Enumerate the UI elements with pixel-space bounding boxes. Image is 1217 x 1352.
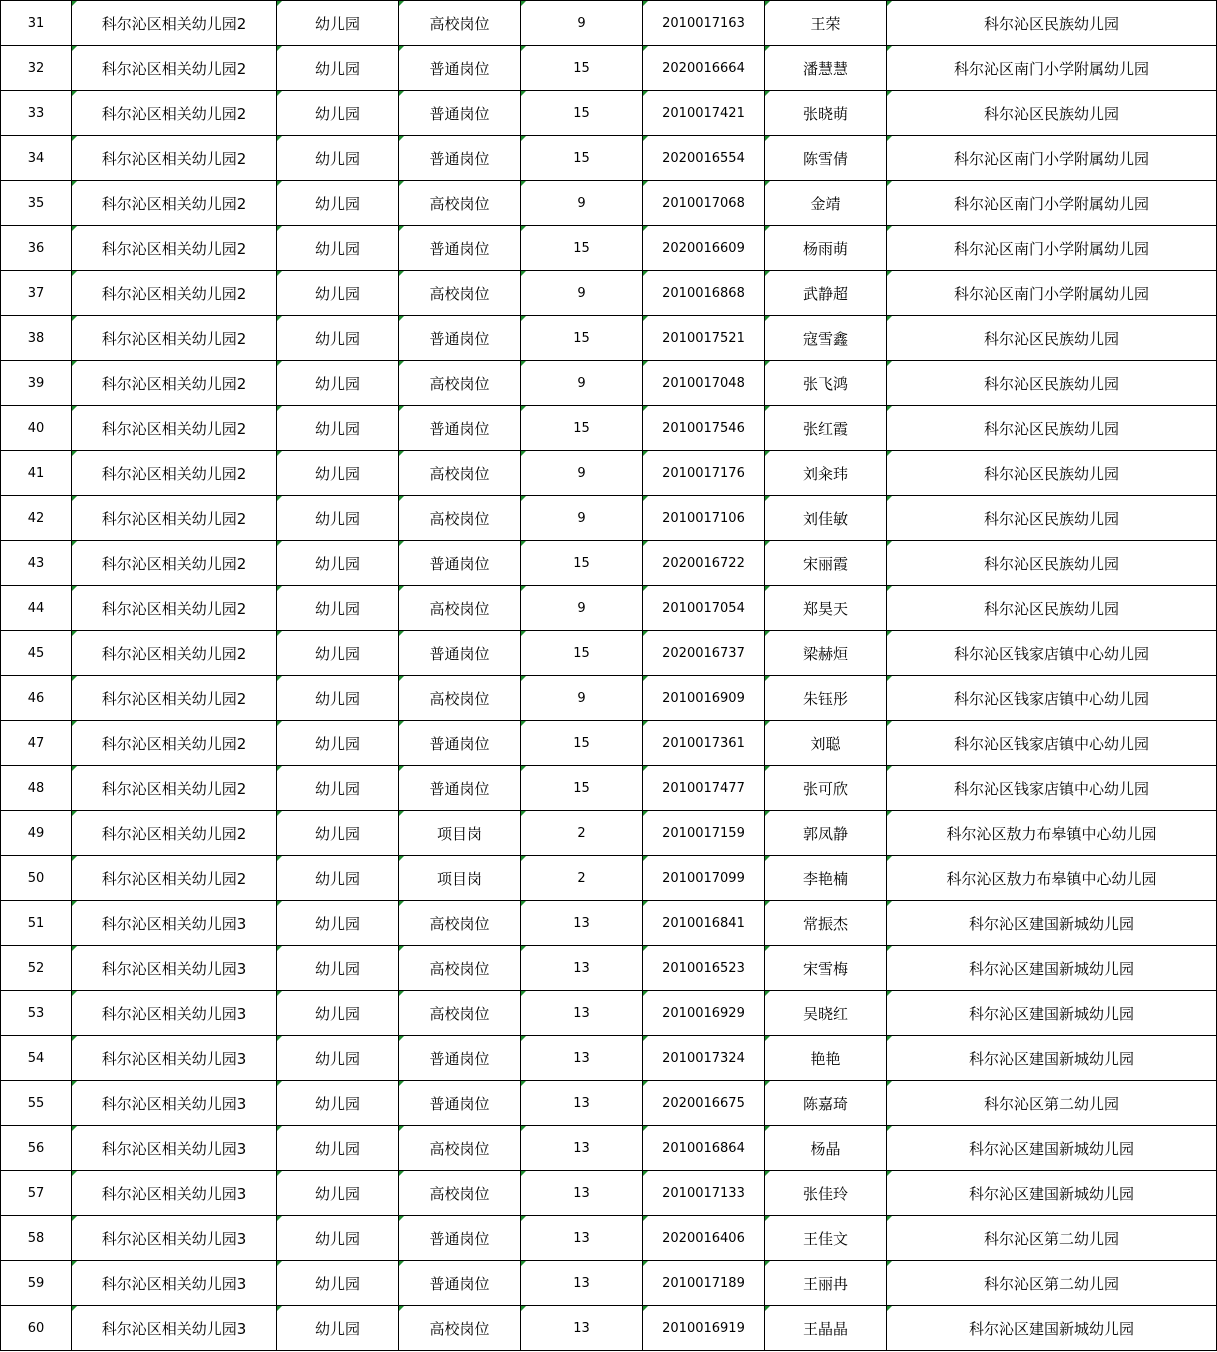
category-cell[interactable]: 幼儿园 bbox=[277, 946, 399, 991]
table-row bbox=[1, 136, 1217, 181]
unit-cell[interactable]: 科尔沁区相关幼儿园2 bbox=[72, 316, 277, 361]
post-type-cell[interactable]: 普通岗位 bbox=[399, 766, 521, 811]
exam-id-cell[interactable]: 2010017477 bbox=[643, 766, 765, 811]
unit-cell[interactable]: 科尔沁区相关幼儿园3 bbox=[72, 991, 277, 1036]
row-number-cell[interactable]: 41 bbox=[1, 451, 72, 496]
quota-cell[interactable]: 9 bbox=[521, 496, 643, 541]
category-cell[interactable]: 幼儿园 bbox=[277, 991, 399, 1036]
row-number-cell[interactable]: 35 bbox=[1, 181, 72, 226]
candidate-name-cell[interactable]: 刘佳敏 bbox=[765, 496, 887, 541]
school-cell[interactable]: 科尔沁区南门小学附属幼儿园 bbox=[887, 46, 1217, 91]
exam-id-cell[interactable]: 2020016664 bbox=[643, 46, 765, 91]
category-cell[interactable]: 幼儿园 bbox=[277, 856, 399, 901]
school-cell[interactable]: 科尔沁区第二幼儿园 bbox=[887, 1261, 1217, 1306]
table-row bbox=[1, 316, 1217, 361]
post-type-cell[interactable]: 普通岗位 bbox=[399, 226, 521, 271]
unit-cell[interactable]: 科尔沁区相关幼儿园2 bbox=[72, 181, 277, 226]
school-cell[interactable]: 科尔沁区建国新城幼儿园 bbox=[887, 946, 1217, 991]
table-row bbox=[1, 496, 1217, 541]
table-row bbox=[1, 811, 1217, 856]
exam-id-cell[interactable]: 2010017324 bbox=[643, 1036, 765, 1081]
row-number-cell[interactable]: 43 bbox=[1, 541, 72, 586]
row-number-cell[interactable]: 57 bbox=[1, 1171, 72, 1216]
candidate-name-cell[interactable]: 郭凤静 bbox=[765, 811, 887, 856]
exam-id-cell[interactable]: 2010017176 bbox=[643, 451, 765, 496]
post-type-cell[interactable]: 普通岗位 bbox=[399, 91, 521, 136]
unit-cell[interactable]: 科尔沁区相关幼儿园3 bbox=[72, 1036, 277, 1081]
post-type-cell[interactable]: 高校岗位 bbox=[399, 1, 521, 46]
post-type-cell[interactable]: 普通岗位 bbox=[399, 316, 521, 361]
school-cell[interactable]: 科尔沁区敖力布皋镇中心幼儿园 bbox=[887, 856, 1217, 901]
unit-cell[interactable]: 科尔沁区相关幼儿园2 bbox=[72, 721, 277, 766]
unit-cell[interactable]: 科尔沁区相关幼儿园2 bbox=[72, 586, 277, 631]
unit-cell[interactable]: 科尔沁区相关幼儿园3 bbox=[72, 901, 277, 946]
candidate-name-cell[interactable]: 武静超 bbox=[765, 271, 887, 316]
unit-cell[interactable]: 科尔沁区相关幼儿园3 bbox=[72, 1216, 277, 1261]
candidate-name-cell[interactable]: 艳艳 bbox=[765, 1036, 887, 1081]
row-number-cell[interactable]: 48 bbox=[1, 766, 72, 811]
row-number-cell[interactable]: 39 bbox=[1, 361, 72, 406]
exam-id-cell[interactable]: 2010017106 bbox=[643, 496, 765, 541]
candidate-name-cell[interactable]: 杨雨萌 bbox=[765, 226, 887, 271]
table-row bbox=[1, 226, 1217, 271]
quota-cell[interactable]: 15 bbox=[521, 226, 643, 271]
table-row bbox=[1, 676, 1217, 721]
post-type-cell[interactable]: 高校岗位 bbox=[399, 1171, 521, 1216]
candidate-name-cell[interactable]: 张晓萌 bbox=[765, 91, 887, 136]
table-row bbox=[1, 1216, 1217, 1261]
unit-cell[interactable]: 科尔沁区相关幼儿园2 bbox=[72, 46, 277, 91]
quota-cell[interactable]: 13 bbox=[521, 1261, 643, 1306]
quota-cell[interactable]: 15 bbox=[521, 766, 643, 811]
candidate-name-cell[interactable]: 陈嘉琦 bbox=[765, 1081, 887, 1126]
candidate-name-cell[interactable]: 张飞鸿 bbox=[765, 361, 887, 406]
post-type-cell[interactable]: 普通岗位 bbox=[399, 406, 521, 451]
category-cell[interactable]: 幼儿园 bbox=[277, 1306, 399, 1351]
table-row bbox=[1, 1171, 1217, 1216]
post-type-cell[interactable]: 普通岗位 bbox=[399, 541, 521, 586]
table-row bbox=[1, 721, 1217, 766]
unit-cell[interactable]: 科尔沁区相关幼儿园2 bbox=[72, 676, 277, 721]
row-number-cell[interactable]: 45 bbox=[1, 631, 72, 676]
school-cell[interactable]: 科尔沁区第二幼儿园 bbox=[887, 1216, 1217, 1261]
table-row bbox=[1, 766, 1217, 811]
table-row bbox=[1, 1, 1217, 46]
table-row bbox=[1, 181, 1217, 226]
exam-id-cell[interactable]: 2010017133 bbox=[643, 1171, 765, 1216]
unit-cell[interactable]: 科尔沁区相关幼儿园3 bbox=[72, 1081, 277, 1126]
post-type-cell[interactable]: 高校岗位 bbox=[399, 1126, 521, 1171]
row-number-cell[interactable]: 60 bbox=[1, 1306, 72, 1351]
table-row bbox=[1, 586, 1217, 631]
post-type-cell[interactable]: 高校岗位 bbox=[399, 271, 521, 316]
candidate-name-cell[interactable]: 常振杰 bbox=[765, 901, 887, 946]
post-type-cell[interactable]: 高校岗位 bbox=[399, 991, 521, 1036]
category-cell[interactable]: 幼儿园 bbox=[277, 1036, 399, 1081]
row-number-cell[interactable]: 34 bbox=[1, 136, 72, 181]
unit-cell[interactable]: 科尔沁区相关幼儿园2 bbox=[72, 766, 277, 811]
school-cell[interactable]: 科尔沁区建国新城幼儿园 bbox=[887, 991, 1217, 1036]
post-type-cell[interactable]: 高校岗位 bbox=[399, 451, 521, 496]
candidate-name-cell[interactable]: 陈雪倩 bbox=[765, 136, 887, 181]
quota-cell[interactable]: 9 bbox=[521, 451, 643, 496]
row-number-cell[interactable]: 51 bbox=[1, 901, 72, 946]
category-cell[interactable]: 幼儿园 bbox=[277, 541, 399, 586]
exam-id-cell[interactable]: 2020016675 bbox=[643, 1081, 765, 1126]
school-cell[interactable]: 科尔沁区民族幼儿园 bbox=[887, 541, 1217, 586]
candidate-name-cell[interactable]: 王佳文 bbox=[765, 1216, 887, 1261]
quota-cell[interactable]: 13 bbox=[521, 1036, 643, 1081]
post-type-cell[interactable]: 普通岗位 bbox=[399, 46, 521, 91]
table-row bbox=[1, 901, 1217, 946]
table-row bbox=[1, 46, 1217, 91]
school-cell[interactable]: 科尔沁区民族幼儿园 bbox=[887, 586, 1217, 631]
exam-id-cell[interactable]: 2020016554 bbox=[643, 136, 765, 181]
candidate-name-cell[interactable]: 潘慧慧 bbox=[765, 46, 887, 91]
category-cell[interactable]: 幼儿园 bbox=[277, 631, 399, 676]
row-number-cell[interactable]: 50 bbox=[1, 856, 72, 901]
school-cell[interactable]: 科尔沁区建国新城幼儿园 bbox=[887, 1171, 1217, 1216]
quota-cell[interactable]: 15 bbox=[521, 91, 643, 136]
category-cell[interactable]: 幼儿园 bbox=[277, 1126, 399, 1171]
quota-cell[interactable]: 9 bbox=[521, 181, 643, 226]
table-row bbox=[1, 991, 1217, 1036]
table-row bbox=[1, 1036, 1217, 1081]
exam-id-cell[interactable]: 2010017546 bbox=[643, 406, 765, 451]
school-cell[interactable]: 科尔沁区敖力布皋镇中心幼儿园 bbox=[887, 811, 1217, 856]
quota-cell[interactable]: 13 bbox=[521, 1126, 643, 1171]
quota-cell[interactable]: 15 bbox=[521, 46, 643, 91]
category-cell[interactable]: 幼儿园 bbox=[277, 766, 399, 811]
quota-cell[interactable]: 9 bbox=[521, 361, 643, 406]
row-number-cell[interactable]: 58 bbox=[1, 1216, 72, 1261]
table-row bbox=[1, 1261, 1217, 1306]
candidate-name-cell[interactable]: 张佳玲 bbox=[765, 1171, 887, 1216]
candidate-name-cell[interactable]: 宋丽霞 bbox=[765, 541, 887, 586]
row-number-cell[interactable]: 49 bbox=[1, 811, 72, 856]
candidate-name-cell[interactable]: 张红霞 bbox=[765, 406, 887, 451]
row-number-cell[interactable]: 38 bbox=[1, 316, 72, 361]
candidate-name-cell[interactable]: 朱钰彤 bbox=[765, 676, 887, 721]
row-number-cell[interactable]: 40 bbox=[1, 406, 72, 451]
quota-cell[interactable]: 13 bbox=[521, 946, 643, 991]
category-cell[interactable]: 幼儿园 bbox=[277, 901, 399, 946]
school-cell[interactable]: 科尔沁区南门小学附属幼儿园 bbox=[887, 226, 1217, 271]
exam-id-cell[interactable]: 2010017054 bbox=[643, 586, 765, 631]
quota-cell[interactable]: 9 bbox=[521, 1, 643, 46]
unit-cell[interactable]: 科尔沁区相关幼儿园3 bbox=[72, 1126, 277, 1171]
exam-id-cell[interactable]: 2010017163 bbox=[643, 1, 765, 46]
category-cell[interactable]: 幼儿园 bbox=[277, 1261, 399, 1306]
row-number-cell[interactable]: 42 bbox=[1, 496, 72, 541]
table-row bbox=[1, 946, 1217, 991]
post-type-cell[interactable]: 项目岗 bbox=[399, 811, 521, 856]
table-row bbox=[1, 271, 1217, 316]
post-type-cell[interactable]: 普通岗位 bbox=[399, 136, 521, 181]
school-cell[interactable]: 科尔沁区钱家店镇中心幼儿园 bbox=[887, 766, 1217, 811]
row-number-cell[interactable]: 32 bbox=[1, 46, 72, 91]
unit-cell[interactable]: 科尔沁区相关幼儿园2 bbox=[72, 226, 277, 271]
category-cell[interactable]: 幼儿园 bbox=[277, 406, 399, 451]
quota-cell[interactable]: 9 bbox=[521, 271, 643, 316]
unit-cell[interactable]: 科尔沁区相关幼儿园2 bbox=[72, 856, 277, 901]
category-cell[interactable]: 幼儿园 bbox=[277, 811, 399, 856]
row-number-cell[interactable]: 56 bbox=[1, 1126, 72, 1171]
post-type-cell[interactable]: 高校岗位 bbox=[399, 181, 521, 226]
category-cell[interactable]: 幼儿园 bbox=[277, 181, 399, 226]
exam-id-cell[interactable]: 2010016929 bbox=[643, 991, 765, 1036]
quota-cell[interactable]: 13 bbox=[521, 1081, 643, 1126]
candidate-name-cell[interactable]: 吴晓红 bbox=[765, 991, 887, 1036]
exam-id-cell[interactable]: 2020016406 bbox=[643, 1216, 765, 1261]
school-cell[interactable]: 科尔沁区第二幼儿园 bbox=[887, 1081, 1217, 1126]
post-type-cell[interactable]: 普通岗位 bbox=[399, 721, 521, 766]
exam-id-cell[interactable]: 2010016841 bbox=[643, 901, 765, 946]
school-cell[interactable]: 科尔沁区民族幼儿园 bbox=[887, 1, 1217, 46]
category-cell[interactable]: 幼儿园 bbox=[277, 271, 399, 316]
unit-cell[interactable]: 科尔沁区相关幼儿园2 bbox=[72, 631, 277, 676]
row-number-cell[interactable]: 54 bbox=[1, 1036, 72, 1081]
row-number-cell[interactable]: 37 bbox=[1, 271, 72, 316]
post-type-cell[interactable]: 高校岗位 bbox=[399, 496, 521, 541]
school-cell[interactable]: 科尔沁区民族幼儿园 bbox=[887, 451, 1217, 496]
exam-id-cell[interactable]: 2010017421 bbox=[643, 91, 765, 136]
candidate-name-cell[interactable]: 李艳楠 bbox=[765, 856, 887, 901]
quota-cell[interactable]: 15 bbox=[521, 541, 643, 586]
quota-cell[interactable]: 2 bbox=[521, 811, 643, 856]
exam-id-cell[interactable]: 2010017361 bbox=[643, 721, 765, 766]
table-row bbox=[1, 1081, 1217, 1126]
unit-cell[interactable]: 科尔沁区相关幼儿园2 bbox=[72, 361, 277, 406]
quota-cell[interactable]: 15 bbox=[521, 316, 643, 361]
table-row bbox=[1, 856, 1217, 901]
post-type-cell[interactable]: 普通岗位 bbox=[399, 1081, 521, 1126]
category-cell[interactable]: 幼儿园 bbox=[277, 136, 399, 181]
quota-cell[interactable]: 15 bbox=[521, 631, 643, 676]
candidate-name-cell[interactable]: 刘籴玮 bbox=[765, 451, 887, 496]
school-cell[interactable]: 科尔沁区钱家店镇中心幼儿园 bbox=[887, 676, 1217, 721]
quota-cell[interactable]: 13 bbox=[521, 901, 643, 946]
exam-id-cell[interactable]: 2010016868 bbox=[643, 271, 765, 316]
quota-cell[interactable]: 13 bbox=[521, 1171, 643, 1216]
row-number-cell[interactable]: 31 bbox=[1, 1, 72, 46]
row-number-cell[interactable]: 36 bbox=[1, 226, 72, 271]
candidate-name-cell[interactable]: 王丽冉 bbox=[765, 1261, 887, 1306]
school-cell[interactable]: 科尔沁区建国新城幼儿园 bbox=[887, 1306, 1217, 1351]
table-row bbox=[1, 451, 1217, 496]
exam-id-cell[interactable]: 2010017521 bbox=[643, 316, 765, 361]
school-cell[interactable]: 科尔沁区民族幼儿园 bbox=[887, 496, 1217, 541]
post-type-cell[interactable]: 高校岗位 bbox=[399, 1306, 521, 1351]
unit-cell[interactable]: 科尔沁区相关幼儿园3 bbox=[72, 946, 277, 991]
row-number-cell[interactable]: 47 bbox=[1, 721, 72, 766]
quota-cell[interactable]: 9 bbox=[521, 586, 643, 631]
school-cell[interactable]: 科尔沁区南门小学附属幼儿园 bbox=[887, 181, 1217, 226]
quota-cell[interactable]: 13 bbox=[521, 991, 643, 1036]
candidate-name-cell[interactable]: 刘聪 bbox=[765, 721, 887, 766]
table-row bbox=[1, 1126, 1217, 1171]
unit-cell[interactable]: 科尔沁区相关幼儿园2 bbox=[72, 811, 277, 856]
table-body bbox=[1, 1, 1217, 1351]
unit-cell[interactable]: 科尔沁区相关幼儿园2 bbox=[72, 451, 277, 496]
quota-cell[interactable]: 9 bbox=[521, 676, 643, 721]
post-type-cell[interactable]: 高校岗位 bbox=[399, 676, 521, 721]
unit-cell[interactable]: 科尔沁区相关幼儿园2 bbox=[72, 406, 277, 451]
quota-cell[interactable]: 15 bbox=[521, 136, 643, 181]
post-type-cell[interactable]: 普通岗位 bbox=[399, 631, 521, 676]
category-cell[interactable]: 幼儿园 bbox=[277, 676, 399, 721]
category-cell[interactable]: 幼儿园 bbox=[277, 46, 399, 91]
unit-cell[interactable]: 科尔沁区相关幼儿园2 bbox=[72, 496, 277, 541]
school-cell[interactable]: 科尔沁区南门小学附属幼儿园 bbox=[887, 271, 1217, 316]
exam-id-cell[interactable]: 2020016722 bbox=[643, 541, 765, 586]
category-cell[interactable]: 幼儿园 bbox=[277, 91, 399, 136]
quota-cell[interactable]: 13 bbox=[521, 1306, 643, 1351]
category-cell[interactable]: 幼儿园 bbox=[277, 586, 399, 631]
school-cell[interactable]: 科尔沁区民族幼儿园 bbox=[887, 91, 1217, 136]
category-cell[interactable]: 幼儿园 bbox=[277, 1171, 399, 1216]
exam-id-cell[interactable]: 2010017048 bbox=[643, 361, 765, 406]
category-cell[interactable]: 幼儿园 bbox=[277, 226, 399, 271]
candidate-name-cell[interactable]: 金靖 bbox=[765, 181, 887, 226]
exam-id-cell[interactable]: 2010017099 bbox=[643, 856, 765, 901]
school-cell[interactable]: 科尔沁区民族幼儿园 bbox=[887, 361, 1217, 406]
unit-cell[interactable]: 科尔沁区相关幼儿园2 bbox=[72, 271, 277, 316]
school-cell[interactable]: 科尔沁区钱家店镇中心幼儿园 bbox=[887, 721, 1217, 766]
unit-cell[interactable]: 科尔沁区相关幼儿园2 bbox=[72, 1, 277, 46]
candidate-name-cell[interactable]: 郑昊天 bbox=[765, 586, 887, 631]
row-number-cell[interactable]: 33 bbox=[1, 91, 72, 136]
category-cell[interactable]: 幼儿园 bbox=[277, 1081, 399, 1126]
unit-cell[interactable]: 科尔沁区相关幼儿园3 bbox=[72, 1306, 277, 1351]
exam-id-cell[interactable]: 2020016737 bbox=[643, 631, 765, 676]
category-cell[interactable]: 幼儿园 bbox=[277, 316, 399, 361]
candidate-name-cell[interactable]: 寇雪鑫 bbox=[765, 316, 887, 361]
quota-cell[interactable]: 13 bbox=[521, 1216, 643, 1261]
post-type-cell[interactable]: 普通岗位 bbox=[399, 1036, 521, 1081]
post-type-cell[interactable]: 普通岗位 bbox=[399, 1216, 521, 1261]
candidate-name-cell[interactable]: 杨晶 bbox=[765, 1126, 887, 1171]
table-row bbox=[1, 1306, 1217, 1351]
quota-cell[interactable]: 15 bbox=[521, 721, 643, 766]
category-cell[interactable]: 幼儿园 bbox=[277, 451, 399, 496]
quota-cell[interactable]: 15 bbox=[521, 406, 643, 451]
table-row bbox=[1, 406, 1217, 451]
category-cell[interactable]: 幼儿园 bbox=[277, 1216, 399, 1261]
table-row bbox=[1, 631, 1217, 676]
school-cell[interactable]: 科尔沁区民族幼儿园 bbox=[887, 316, 1217, 361]
row-number-cell[interactable]: 53 bbox=[1, 991, 72, 1036]
exam-id-cell[interactable]: 2010017159 bbox=[643, 811, 765, 856]
post-type-cell[interactable]: 项目岗 bbox=[399, 856, 521, 901]
post-type-cell[interactable]: 高校岗位 bbox=[399, 946, 521, 991]
table-row bbox=[1, 541, 1217, 586]
row-number-cell[interactable]: 44 bbox=[1, 586, 72, 631]
school-cell[interactable]: 科尔沁区建国新城幼儿园 bbox=[887, 1126, 1217, 1171]
exam-id-cell[interactable]: 2010017189 bbox=[643, 1261, 765, 1306]
row-number-cell[interactable]: 52 bbox=[1, 946, 72, 991]
candidate-name-cell[interactable]: 梁赫烜 bbox=[765, 631, 887, 676]
unit-cell[interactable]: 科尔沁区相关幼儿园2 bbox=[72, 91, 277, 136]
unit-cell[interactable]: 科尔沁区相关幼儿园2 bbox=[72, 541, 277, 586]
unit-cell[interactable]: 科尔沁区相关幼儿园3 bbox=[72, 1261, 277, 1306]
school-cell[interactable]: 科尔沁区建国新城幼儿园 bbox=[887, 901, 1217, 946]
category-cell[interactable]: 幼儿园 bbox=[277, 1, 399, 46]
unit-cell[interactable]: 科尔沁区相关幼儿园3 bbox=[72, 1171, 277, 1216]
unit-cell[interactable]: 科尔沁区相关幼儿园2 bbox=[72, 136, 277, 181]
exam-id-cell[interactable]: 2010016909 bbox=[643, 676, 765, 721]
exam-id-cell[interactable]: 2010017068 bbox=[643, 181, 765, 226]
candidate-name-cell[interactable]: 张可欣 bbox=[765, 766, 887, 811]
post-type-cell[interactable]: 高校岗位 bbox=[399, 901, 521, 946]
row-number-cell[interactable]: 46 bbox=[1, 676, 72, 721]
exam-id-cell[interactable]: 2010016864 bbox=[643, 1126, 765, 1171]
school-cell[interactable]: 科尔沁区建国新城幼儿园 bbox=[887, 1036, 1217, 1081]
exam-id-cell[interactable]: 2010016523 bbox=[643, 946, 765, 991]
candidate-name-cell[interactable]: 王荣 bbox=[765, 1, 887, 46]
quota-cell[interactable]: 2 bbox=[521, 856, 643, 901]
post-type-cell[interactable]: 普通岗位 bbox=[399, 1261, 521, 1306]
candidate-name-cell[interactable]: 宋雪梅 bbox=[765, 946, 887, 991]
category-cell[interactable]: 幼儿园 bbox=[277, 361, 399, 406]
candidate-name-cell[interactable]: 王晶晶 bbox=[765, 1306, 887, 1351]
table-row bbox=[1, 91, 1217, 136]
post-type-cell[interactable]: 高校岗位 bbox=[399, 586, 521, 631]
post-type-cell[interactable]: 高校岗位 bbox=[399, 361, 521, 406]
table-row bbox=[1, 361, 1217, 406]
school-cell[interactable]: 科尔沁区钱家店镇中心幼儿园 bbox=[887, 631, 1217, 676]
category-cell[interactable]: 幼儿园 bbox=[277, 496, 399, 541]
row-number-cell[interactable]: 55 bbox=[1, 1081, 72, 1126]
exam-id-cell[interactable]: 2010016919 bbox=[643, 1306, 765, 1351]
category-cell[interactable]: 幼儿园 bbox=[277, 721, 399, 766]
exam-id-cell[interactable]: 2020016609 bbox=[643, 226, 765, 271]
school-cell[interactable]: 科尔沁区民族幼儿园 bbox=[887, 406, 1217, 451]
school-cell[interactable]: 科尔沁区南门小学附属幼儿园 bbox=[887, 136, 1217, 181]
row-number-cell[interactable]: 59 bbox=[1, 1261, 72, 1306]
